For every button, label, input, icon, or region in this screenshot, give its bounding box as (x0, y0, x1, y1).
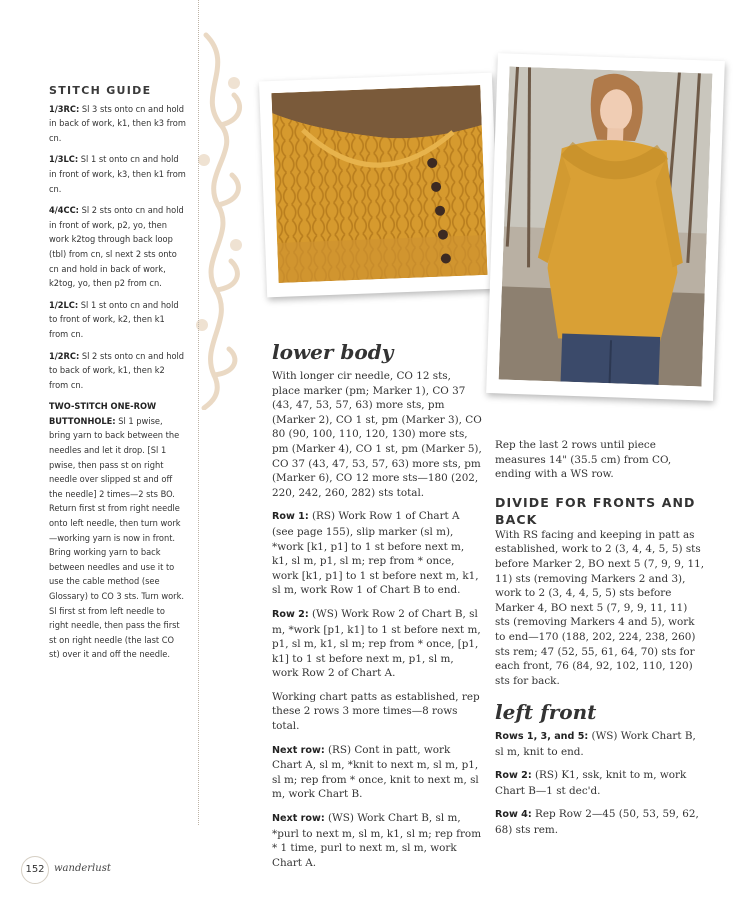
decorative-ornament (196, 25, 246, 410)
divide-text: With RS facing and keeping in patt as established, work to 2 (3, 4, 4, 5, 5) sts before Marker 2, BO next 5 (7, 9, 9, 11, 11) sts (removing Markers 2 and 3), work to 2 (3, 4, 4, 5, 5) sts before Marker 4, BO next 5 (7, 9, 9, 11, 11) sts (removing Markers 4 and 5), work to end—170 (188, 202, 224, 238, 260) sts rem; 47 (52, 55, 61, 64, 70) sts for each front, 76 (84, 92, 102, 110, 120) sts for back. (495, 528, 705, 687)
left-front-title: left front (495, 700, 597, 724)
stitch-entry: 1/2LC: Sl 1 st onto cn and hold to front of work, k2, then k1 from cn. (49, 299, 179, 340)
photo-model (486, 53, 725, 401)
lower-body-next-ws: Next row: (WS) Work Chart B, sl m, *purl to next m, sl m, k1, sl m; rep from * 1 time, purl to next m, sl m, work Chart A. (272, 812, 482, 869)
lower-body-row2: Row 2: (WS) Work Row 2 of Chart B, sl m, *work [p1, k1] to 1 st before next m, p1, sl m, k1, sl m; rep from * once, [p1, k1] to 1 st before next m, p1, sl m, work Row 2 of Chart A. (272, 607, 481, 680)
stitch-entry: 1/3RC: Sl 3 sts onto cn and hold in back of work, k1, then k3 from cn. (49, 103, 186, 144)
lower-body-row1: Row 1: (RS) Work Row 1 of Chart A (see page 155), slip marker (sl m), *work [k1, p1] to 1 st before next m, k1, sl m, p1, sl m; rep from * once, work [k1, p1] to 1 st before next m, k1, sl m, work Row 1 of Chart B to end. (272, 510, 479, 597)
stitch-entry: 4/4CC: Sl 2 sts onto cn and hold in front of work, p2, yo, then work k2tog through back loop (tbl) from cn, sl next 2 sts onto cn and hold in back of work, k2tog, yo, then p2 from cn. (49, 205, 184, 290)
right-column (495, 438, 705, 700)
page-number: 152 (21, 856, 49, 884)
lower-body-working: Working chart patts as established, rep these 2 rows 3 more times—8 rows total. (272, 690, 480, 733)
photo-cardigan-detail (259, 73, 500, 298)
left-front-row4: Row 4: Rep Row 2—45 (50, 53, 59, 62, 68) sts rem. (495, 808, 699, 836)
stitch-entry: 1/2RC: Sl 2 sts onto cn and hold to back of work, k1, then k2 from cn. (49, 350, 185, 391)
book-title: wanderlust (54, 863, 111, 874)
divide-title: DIVIDE FOR FRONTS AND BACK (495, 494, 696, 527)
left-front-column (495, 729, 705, 847)
rep-last-rows: Rep the last 2 rows until piece measures 14" (35.5 cm) from CO, ending with a WS row. (495, 439, 672, 481)
column-divider (198, 0, 199, 825)
model-image (499, 67, 713, 387)
stitch-guide-heading: STITCH GUIDE (49, 84, 152, 97)
stitch-entry: 1/3LC: Sl 1 st onto cn and hold in front of work, k3, then k1 from cn. (49, 154, 186, 195)
lower-body-column (272, 369, 482, 879)
lower-body-title: lower body (272, 340, 394, 364)
stitch-guide (49, 84, 186, 670)
left-front-row2: Row 2: (RS) K1, ssk, knit to m, work Chart B—1 st dec'd. (495, 769, 687, 797)
lower-body-next-rs: Next row: (RS) Cont in patt, work Chart A, sl m, *knit to next m, sl m, p1, sl m; rep from * once, knit to next m, sl m, work Chart B. (272, 743, 479, 801)
left-front-rows135: Rows 1, 3, and 5: (WS) Work Chart B, sl m, knit to end. (495, 730, 696, 758)
stitch-entry: TWO-STITCH ONE-ROW BUTTONHOLE: Sl 1 pwise, bring yarn to back between the needles and let it drop. [Sl 1 pwise, then pass st on right needle over slipped st and off the needle] 2 times—2 sts BO. Return first st from right needle onto left needle, then turn work—working yarn is now in front. Bring working yarn to back between needles and use it to use the cable method (see Glossary) to CO 3 sts. Turn work. Sl first st from left needle to right needle, then pass the first st on right needle (the last CO st) over it and off the needle. (49, 401, 184, 661)
lower-body-intro: With longer cir needle, CO 12 sts, place marker (pm; Marker 1), CO 37 (43, 47, 53, 57, 63) more sts, pm (Marker 2), CO 1 st, pm (Marker 3), CO 80 (90, 100, 110, 120, 130) more sts, pm (Marker 4), CO 1 st, pm (Marker 5), CO 37 (43, 47, 53, 57, 63) more sts, pm (Marker 6), CO 12 more sts—180 (202, 220, 242, 260, 282) sts total. (272, 370, 482, 499)
cardigan-detail-image (271, 85, 487, 283)
